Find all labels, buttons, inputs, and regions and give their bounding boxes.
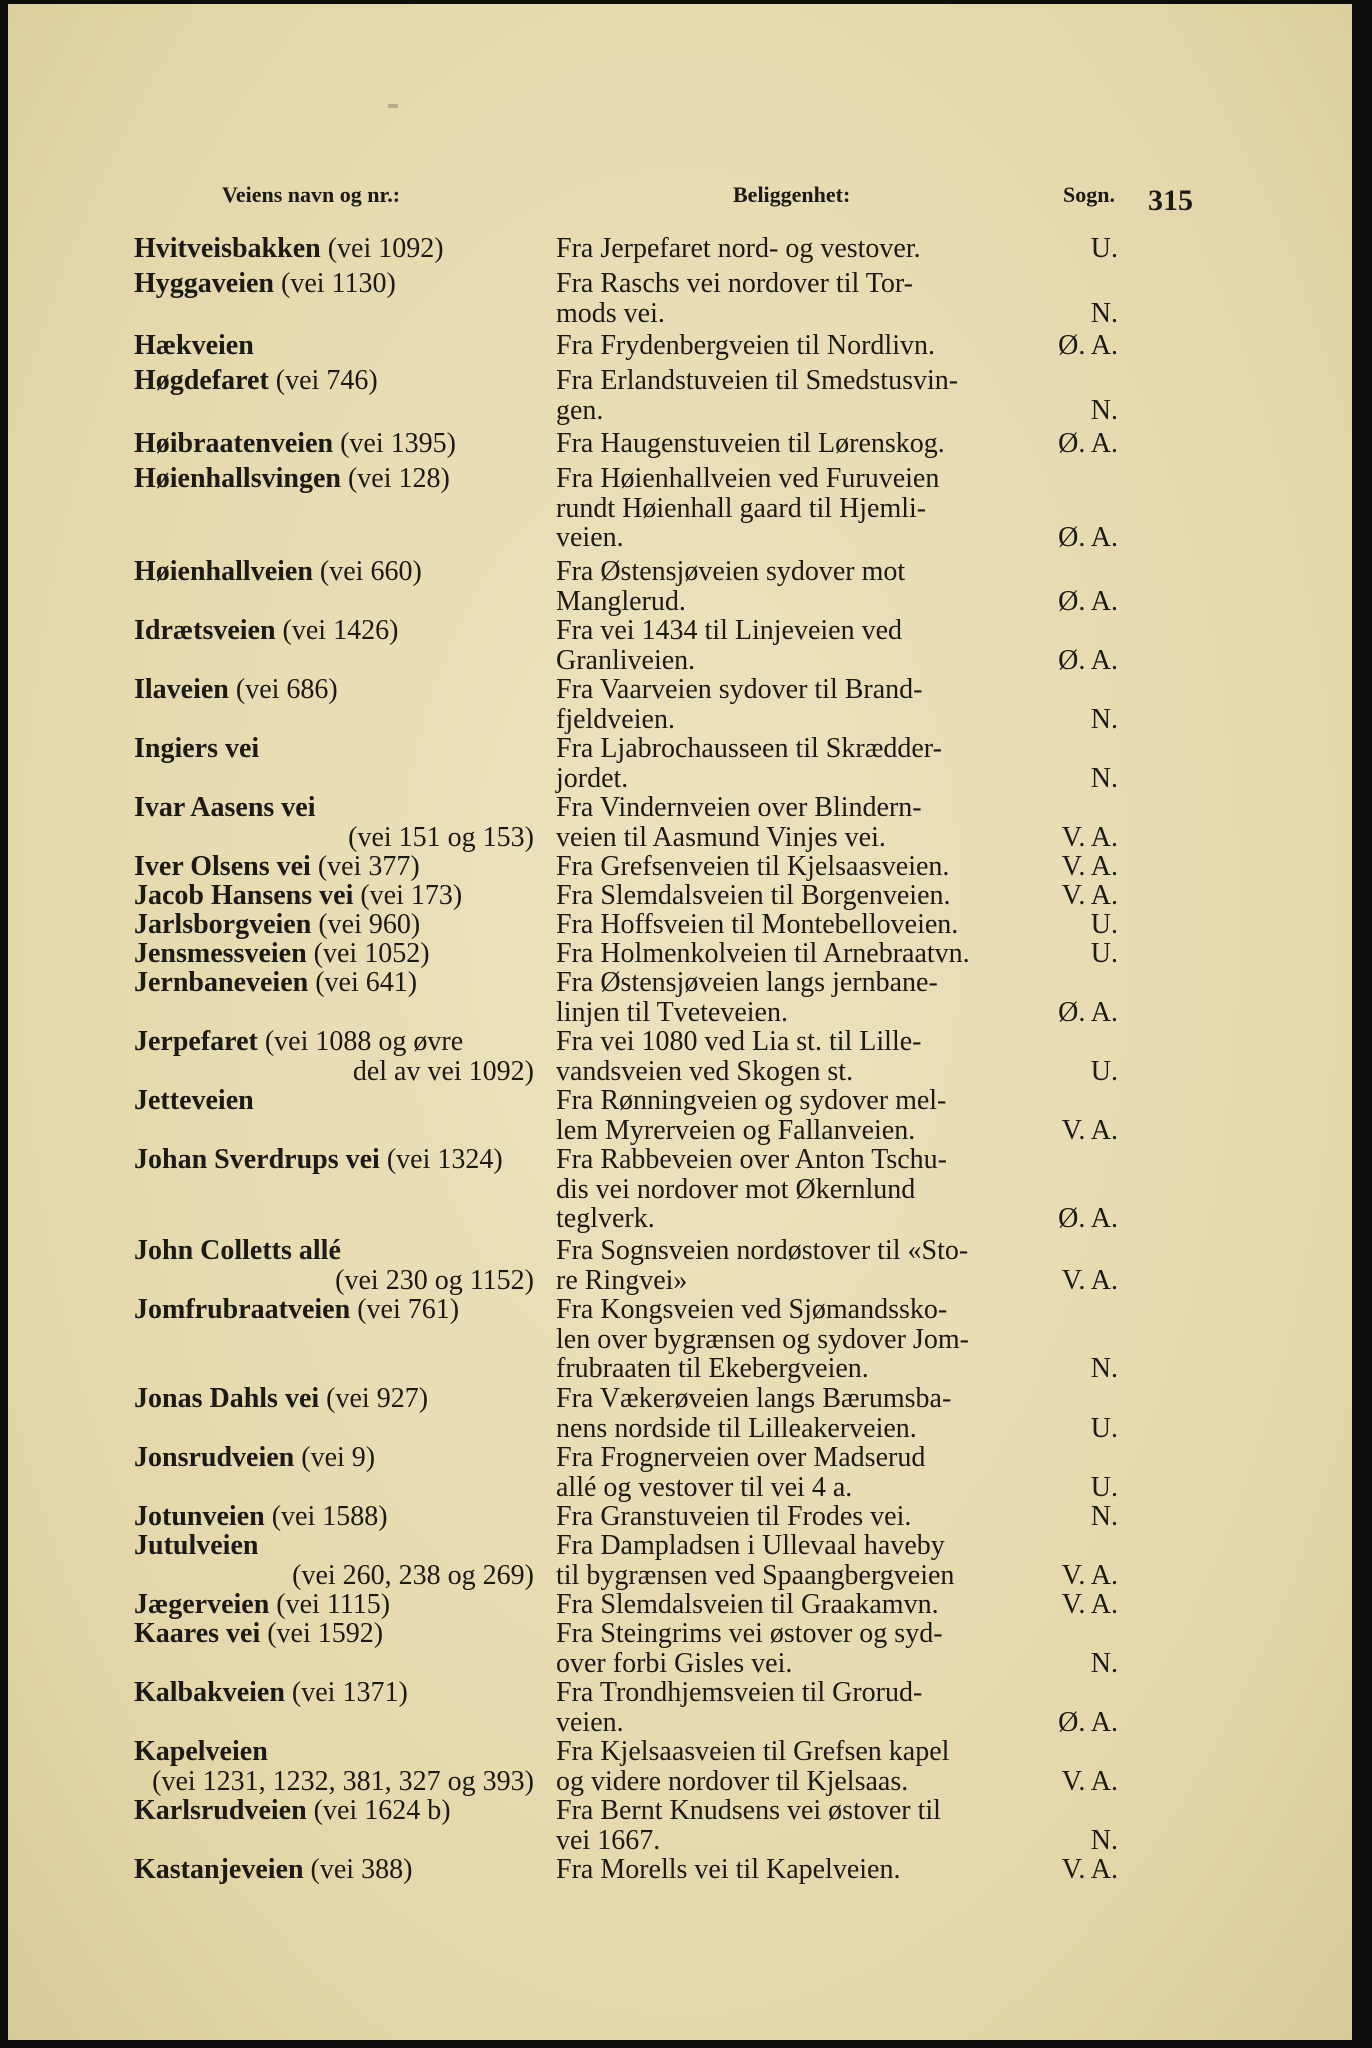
location-line: Fra Slemdalsveien til Borgenveien.: [556, 880, 951, 911]
street-name: Jomfrubraatveien: [134, 1294, 351, 1325]
parish: Ø. A.: [1058, 330, 1118, 361]
location-line: gen.: [556, 394, 604, 426]
location-cell: [556, 1086, 1044, 1145]
road-number: (vei 1324): [386, 1144, 503, 1175]
street-name-cell: [134, 881, 534, 911]
location-cell: [556, 910, 1044, 940]
street-name: Iver Olsens vei: [134, 851, 311, 882]
location-line: linjen til Tveteveien.: [556, 996, 788, 1028]
street-name-cell: [134, 429, 534, 459]
location-line: Fra Jerpefaret nord- og vestover.: [556, 233, 921, 264]
column-header-parish: Sogn.: [1063, 182, 1115, 207]
column-header-location: Beliggenhet:: [733, 182, 851, 207]
location-line: Fra Holmenkolveien til Arnebraatvn.: [556, 938, 970, 969]
street-name: Høgdefaret: [134, 365, 269, 396]
street-name: Jernbaneveien: [134, 967, 309, 998]
street-name: Jensmessveien: [134, 938, 307, 969]
parish: Ø. A.: [1058, 644, 1118, 676]
road-number: (vei 388): [310, 1854, 413, 1885]
parish: N.: [1090, 762, 1118, 794]
location-cell: [556, 1737, 1044, 1796]
street-name-cell: [134, 1590, 534, 1620]
road-number: (vei 686): [235, 674, 338, 705]
road-number: (vei 128): [347, 463, 450, 494]
location-line: over forbi Gisles vei.: [556, 1647, 793, 1679]
street-name: Ivar Aasens vei: [134, 792, 316, 823]
location-line: til bygrænsen ved Spaangbergveien: [556, 1559, 955, 1591]
street-name: Kapelveien: [134, 1736, 268, 1767]
location-line: Fra Morells vei til Kapelveien.: [556, 1854, 901, 1885]
street-name-cell: [134, 1086, 534, 1116]
street-name: Jutulveien: [134, 1530, 259, 1561]
location-cell: [556, 1384, 1044, 1443]
road-number: (vei 173): [360, 880, 463, 911]
location-cell: [556, 968, 1044, 1027]
location-line: og videre nordover til Kjelsaas.: [556, 1765, 909, 1797]
street-name-cell: [134, 793, 534, 852]
parish: U.: [1090, 938, 1118, 969]
location-line: Fra Frognerveien over Madserud: [556, 1442, 926, 1473]
location-cell: [556, 1855, 1044, 1885]
street-name-cell: [134, 1443, 534, 1473]
parish: Ø. A.: [1058, 1706, 1118, 1738]
street-name-cell: [134, 910, 534, 940]
street-name: Hyggaveien: [134, 268, 274, 299]
parish: Ø. A.: [1058, 585, 1118, 617]
parish: V. A.: [1061, 821, 1118, 853]
parish: N.: [1090, 703, 1118, 735]
location-line: Fra Vindernveien over Blindern-: [556, 792, 922, 823]
road-number: (vei 746): [275, 365, 378, 396]
location-line: Fra Hoffsveien til Montebelloveien.: [556, 909, 959, 940]
street-name-cell: [134, 968, 534, 998]
location-line: lem Myrerveien og Fallanveien.: [556, 1114, 916, 1146]
street-name: Kaares vei: [134, 1618, 261, 1649]
street-name-cell: [134, 1145, 534, 1175]
location-line: Fra Frydenbergveien til Nordlivn.: [556, 330, 935, 361]
street-name: Johan Sverdrups vei: [134, 1144, 380, 1175]
location-line: Fra Østensjøveien sydover mot: [556, 556, 906, 587]
street-name: Hækveien: [134, 330, 254, 361]
location-cell: [556, 1295, 1044, 1384]
location-cell: [556, 616, 1044, 675]
road-number: (vei 260, 238 og 269): [292, 1559, 534, 1591]
street-name: Ilaveien: [134, 674, 229, 705]
road-number: (vei 1624 b): [313, 1795, 451, 1826]
road-number: (vei 1231, 1232, 381, 327 og 393): [152, 1765, 534, 1797]
location-cell: [556, 269, 1044, 328]
road-number: (vei 9): [301, 1442, 376, 1473]
road-number: (vei 960): [318, 909, 421, 940]
street-name-cell: [134, 1502, 534, 1532]
location-line: mods vei.: [556, 297, 665, 329]
road-number: (vei 660): [319, 556, 422, 587]
location-line: Fra Rabbeveien over Anton Tschu-: [556, 1144, 947, 1175]
street-name: Kalbakveien: [134, 1677, 285, 1708]
parish: N.: [1090, 394, 1118, 426]
parish: V. A.: [1061, 1854, 1118, 1885]
parish: U.: [1090, 1471, 1118, 1503]
location-line: len over bygrænsen og sydover Jom-: [556, 1323, 969, 1355]
road-number: (vei 761): [357, 1294, 460, 1325]
location-line: frubraaten til Ekebergveien.: [556, 1353, 869, 1384]
location-line: Fra vei 1080 ved Lia st. til Lille-: [556, 1026, 922, 1057]
street-name: Kastanjeveien: [134, 1854, 304, 1885]
location-line: Fra Østensjøveien langs jernbane-: [556, 967, 938, 998]
street-name-cell: [134, 1295, 534, 1325]
location-line: vandsveien ved Skogen st.: [556, 1055, 854, 1087]
location-line: Fra Erlandstuveien til Smedstusvin-: [556, 365, 959, 396]
location-cell: [556, 1236, 1044, 1295]
location-cell: [556, 1145, 1044, 1234]
street-name-cell: [134, 269, 534, 299]
parish: V. A.: [1061, 1765, 1118, 1797]
street-name: Jacob Hansens vei: [134, 880, 354, 911]
street-name: Jonsrudveien: [134, 1442, 295, 1473]
road-number: (vei 1130): [281, 268, 396, 299]
street-name: Jetteveien: [134, 1085, 254, 1116]
street-name-cell: [134, 1236, 534, 1295]
street-name: Hvitveisbakken: [134, 233, 321, 264]
street-name-cell: [134, 557, 534, 587]
street-name-cell: [134, 734, 534, 764]
street-name: Jotunveien: [134, 1501, 265, 1532]
street-name: Karlsrudveien: [134, 1795, 307, 1826]
location-line: nens nordside til Lilleakerveien.: [556, 1412, 917, 1444]
street-name-cell: [134, 616, 534, 646]
parish: N.: [1090, 1353, 1118, 1384]
location-line: Fra Haugenstuveien til Lørenskog.: [556, 428, 945, 459]
page-number: 315: [1148, 184, 1193, 217]
location-line: veien til Aasmund Vinjes vei.: [556, 821, 886, 853]
location-line: Fra Sognsveien nordøstover til «Sto-: [556, 1235, 969, 1266]
road-number: (vei 151 og 153): [348, 821, 534, 853]
location-cell: [556, 1678, 1044, 1737]
street-name-cell: [134, 939, 534, 969]
location-cell: [556, 1796, 1044, 1855]
street-name-cell: [134, 366, 534, 396]
street-name-cell: [134, 1737, 534, 1796]
road-number: (vei 1092): [327, 233, 444, 264]
print-mark: [388, 104, 398, 108]
street-name-cell: [134, 1027, 534, 1086]
road-number: (vei 1588): [271, 1501, 388, 1532]
parish: N.: [1090, 297, 1118, 329]
location-line: Fra Slemdalsveien til Graakamvn.: [556, 1589, 939, 1620]
road-number: (vei 230 og 1152): [335, 1264, 534, 1296]
street-name-cell: [134, 464, 534, 494]
location-line: Fra Ljabrochausseen til Skrædder-: [556, 733, 942, 764]
location-line: vei 1667.: [556, 1824, 661, 1856]
street-name: Jonas Dahls vei: [134, 1383, 320, 1414]
location-line: Fra Granstuveien til Frodes vei.: [556, 1501, 912, 1532]
location-cell: [556, 366, 1044, 425]
location-line: Fra Rønningveien og sydover mel-: [556, 1085, 947, 1116]
column-header-name: Veiens navn og nr.:: [222, 182, 401, 207]
location-line: Fra Vaarveien sydover til Brand-: [556, 674, 923, 705]
parish: N.: [1090, 1647, 1118, 1679]
location-cell: [556, 1590, 1044, 1620]
location-line: Manglerud.: [556, 585, 686, 617]
street-name: John Colletts allé: [134, 1235, 341, 1266]
street-name-cell: [134, 1619, 534, 1649]
street-name-cell: [134, 675, 534, 705]
location-line: Granliveien.: [556, 644, 696, 676]
street-name: Jerpefaret: [134, 1026, 258, 1057]
location-line: rundt Høienhall gaard til Hjemli-: [556, 492, 927, 524]
road-number: (vei 1426): [282, 615, 399, 646]
location-line: Fra Grefsenveien til Kjelsaasveien.: [556, 851, 950, 882]
parish: V. A.: [1061, 880, 1118, 911]
location-line: Fra Raschs vei nordover til Tor-: [556, 268, 913, 299]
parish: Ø. A.: [1058, 428, 1118, 459]
location-cell: [556, 1531, 1044, 1590]
street-name: Idrætsveien: [134, 615, 276, 646]
location-line: Fra Kongsveien ved Sjømandssko-: [556, 1294, 948, 1325]
location-line: Fra Bernt Knudsens vei østover til: [556, 1795, 941, 1826]
location-cell: [556, 793, 1044, 852]
location-cell: [556, 1619, 1044, 1678]
parish: Ø. A.: [1058, 1203, 1118, 1234]
road-number: (vei 1115): [276, 1589, 391, 1620]
location-line: veien.: [556, 522, 624, 553]
document-page: [8, 4, 1352, 2040]
location-cell: [556, 1443, 1044, 1502]
location-line: jordet.: [556, 762, 629, 794]
street-name-cell: [134, 852, 534, 882]
location-cell: [556, 464, 1044, 553]
location-cell: [556, 675, 1044, 734]
road-number: (vei 1088 og øvre: [264, 1026, 464, 1057]
parish: U.: [1090, 909, 1118, 940]
road-number: (vei 1052): [313, 938, 430, 969]
location-line: Fra vei 1434 til Linjeveien ved: [556, 615, 903, 646]
location-cell: [556, 734, 1044, 793]
street-name-cell: [134, 331, 534, 361]
location-cell: [556, 939, 1044, 969]
location-line: dis vei nordover mot Økernlund: [556, 1173, 916, 1205]
road-number: (vei 641): [315, 967, 418, 998]
street-name: Høibraatenveien: [134, 428, 334, 459]
location-line: Fra Høienhallveien ved Furuveien: [556, 463, 940, 494]
street-name: Høienhallveien: [134, 556, 313, 587]
location-cell: [556, 331, 1044, 361]
location-line: veien.: [556, 1706, 624, 1738]
location-line: Fra Steingrims vei østover og syd-: [556, 1618, 943, 1649]
parish: N.: [1090, 1501, 1118, 1532]
road-number: (vei 927): [326, 1383, 429, 1414]
street-name: Høienhallsvingen: [134, 463, 341, 494]
location-cell: [556, 1502, 1044, 1532]
street-name: Jarlsborgveien: [134, 909, 312, 940]
parish: U.: [1090, 1412, 1118, 1444]
parish: Ø. A.: [1058, 996, 1118, 1028]
street-name-cell: [134, 1796, 534, 1826]
location-line: Fra Trondhjemsveien til Grorud-: [556, 1677, 923, 1708]
parish: V. A.: [1061, 1559, 1118, 1591]
parish: U.: [1090, 1055, 1118, 1087]
parish: V. A.: [1061, 1114, 1118, 1146]
location-cell: [556, 852, 1044, 882]
location-line: Fra Vækerøveien langs Bærumsba-: [556, 1383, 952, 1414]
location-line: fjeldveien.: [556, 703, 675, 735]
location-line: allé og vestover til vei 4 a.: [556, 1471, 853, 1503]
parish: N.: [1090, 1824, 1118, 1856]
location-line: re Ringvei»: [556, 1264, 688, 1296]
parish: V. A.: [1061, 1264, 1118, 1296]
location-line: teglverk.: [556, 1203, 655, 1234]
street-name-cell: [134, 234, 534, 264]
location-cell: [556, 881, 1044, 911]
parish: U.: [1090, 233, 1118, 264]
road-number: (vei 1395): [340, 428, 456, 459]
location-line: Fra Dampladsen i Ullevaal haveby: [556, 1530, 945, 1561]
street-name: Ingiers vei: [134, 733, 260, 764]
street-name: Jægerveien: [134, 1589, 270, 1620]
parish: V. A.: [1061, 1589, 1118, 1620]
location-cell: [556, 429, 1044, 459]
parish: V. A.: [1061, 851, 1118, 882]
road-number: (vei 377): [317, 851, 420, 882]
street-name-cell: [134, 1855, 534, 1885]
road-number: del av vei 1092): [352, 1055, 534, 1087]
road-number: (vei 1592): [267, 1618, 384, 1649]
location-cell: [556, 234, 1044, 264]
parish: Ø. A.: [1058, 522, 1118, 553]
location-cell: [556, 557, 1044, 616]
street-name-cell: [134, 1384, 534, 1414]
location-line: Fra Kjelsaasveien til Grefsen kapel: [556, 1736, 950, 1767]
location-cell: [556, 1027, 1044, 1086]
street-name-cell: [134, 1678, 534, 1708]
road-number: (vei 1371): [291, 1677, 408, 1708]
street-name-cell: [134, 1531, 534, 1590]
